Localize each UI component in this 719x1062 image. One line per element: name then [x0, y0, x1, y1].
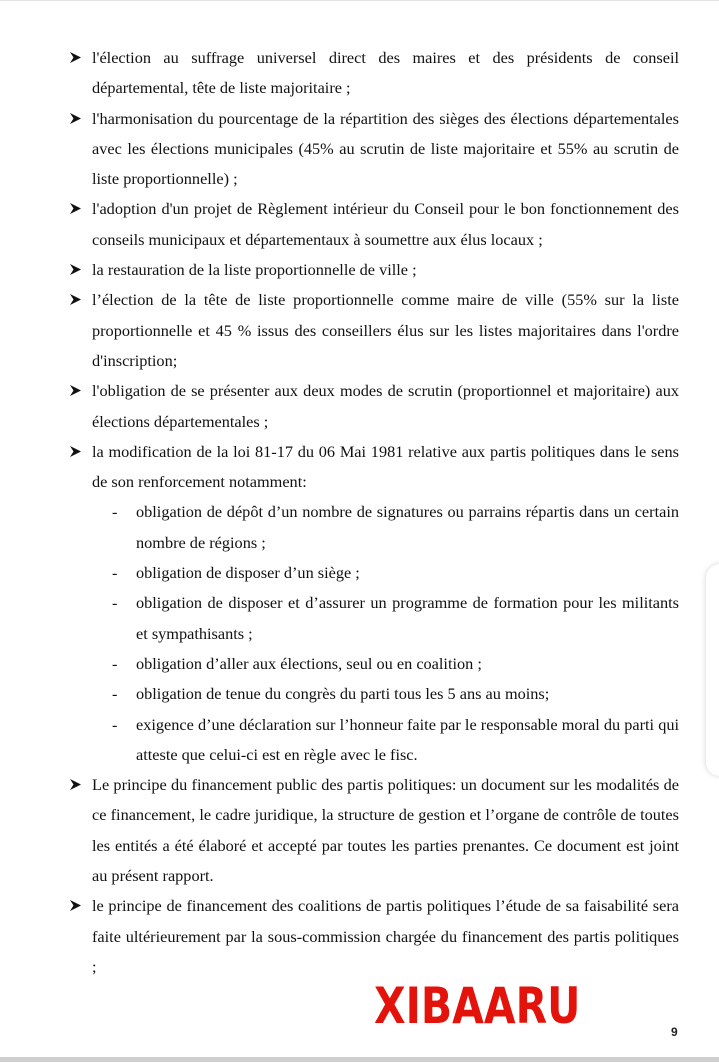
bullet-item [69, 104, 679, 195]
bullet-item [69, 43, 679, 104]
arrowhead-bullet-icon [69, 202, 82, 215]
sub-list-item [69, 558, 679, 588]
page-content [69, 43, 679, 982]
xibaaru-watermark: XIBAARU [374, 977, 581, 1035]
bullet-text: l’élection de la tête de liste proportionnelle comme maire de ville (55% sur la liste proportionnelle et 45 % issus des conseillers élus sur les listes majoritaires dans l'ordre d'inscription; [92, 290, 679, 370]
dash-marker: - [112, 714, 118, 734]
bullet-text: l'élection au suffrage universel direct des maires et des présidents de conseil départemental, tête de liste majoritaire ; [92, 48, 679, 98]
sub-list-item [69, 649, 679, 679]
bullet-text: l'adoption d'un projet de Règlement intérieur du Conseil pour le bon fonctionnement des conseils municipaux et départementaux à soumettre aux élus locaux ; [92, 199, 679, 249]
sub-list-item [69, 710, 679, 771]
sub-item-text: obligation de disposer et d’assurer un programme de formation pour les militants et sympathisants ; [136, 593, 679, 643]
dash-marker: - [112, 563, 118, 583]
sub-item-text: obligation de dépôt d’un nombre de signatures ou parrains répartis dans un certain nombre de régions ; [136, 502, 679, 552]
bottom-edge-bar [0, 1057, 719, 1062]
side-panel-handle[interactable] [706, 564, 719, 776]
dash-marker: - [112, 502, 118, 522]
dash-marker: - [112, 684, 118, 704]
dash-marker: - [112, 653, 118, 673]
sub-item-text: obligation d’aller aux élections, seul ou en coalition ; [136, 653, 482, 673]
bullet-item [69, 770, 679, 891]
arrowhead-bullet-icon [69, 384, 82, 397]
page-number: 9 [671, 1025, 678, 1039]
bullet-item [69, 437, 679, 498]
arrowhead-bullet-icon [69, 445, 82, 458]
bullet-item [69, 255, 679, 285]
bullet-item [69, 376, 679, 437]
bullet-text: le principe de financement des coalitions de partis politiques l’étude de sa faisabilité sera faite ultérieurement par la sous-commission chargée du financement des partis politiques ; [92, 896, 679, 976]
dash-marker: - [112, 593, 118, 613]
sub-list-item [69, 588, 679, 649]
bullet-item [69, 285, 679, 376]
bullet-text: la restauration de la liste proportionnelle de ville ; [92, 260, 417, 280]
arrowhead-bullet-icon [69, 293, 82, 306]
bullet-item [69, 194, 679, 255]
sub-item-text: obligation de disposer d’un siège ; [136, 563, 360, 583]
sub-item-text: obligation de tenue du congrès du parti tous les 5 ans au moins; [136, 684, 550, 704]
bullet-text: l'harmonisation du pourcentage de la répartition des sièges des élections départementales avec les élections municipales (45% au scrutin de liste majoritaire et 55% au scrutin de liste proportionnelle) ; [92, 108, 679, 189]
bullet-item [69, 891, 679, 982]
arrowhead-bullet-icon [69, 263, 82, 276]
bullet-text: Le principe du financement public des partis politiques: un document sur les modalités de ce financement, le cadre juridique, la structure de gestion et l’organe de contrôle de toutes les entités a été élaboré et accepté par toutes les parties prenantes. Ce document est joint au présent rapport. [92, 775, 679, 886]
sub-list-item [69, 679, 679, 709]
arrowhead-bullet-icon [69, 778, 82, 791]
arrowhead-bullet-icon [69, 51, 82, 64]
bullet-text: la modification de la loi 81-17 du 06 Mai 1981 relative aux partis politiques dans le sens de son renforcement notamment: [92, 441, 679, 492]
sub-list-item [69, 497, 679, 558]
arrowhead-bullet-icon [69, 899, 82, 912]
bullet-text: l'obligation de se présenter aux deux modes de scrutin (proportionnel et majoritaire) aux élections départementales ; [92, 381, 679, 431]
arrowhead-bullet-icon [69, 112, 82, 125]
sub-item-text: exigence d’une déclaration sur l’honneur faite par le responsable moral du parti qui atteste que celui-ci est en règle avec le fisc. [136, 714, 679, 764]
